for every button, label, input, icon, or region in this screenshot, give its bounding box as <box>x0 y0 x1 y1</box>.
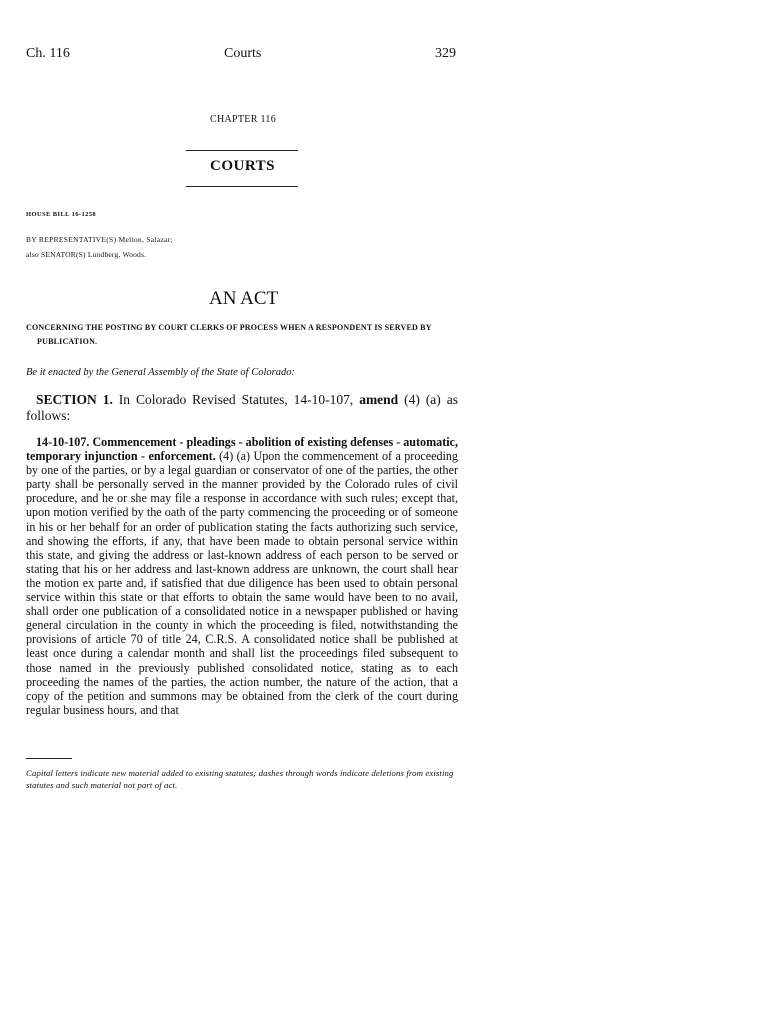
chapter-title: COURTS <box>210 158 275 174</box>
enacting-clause: Be it enacted by the General Assembly of the State of Colorado: <box>26 367 295 378</box>
statute-body: Upon the commencement of a proceeding by one of the parties, or by a legal guardian or conservator of one of the parties, the other party shall be personally served in the manner provided by the Colorado rules of civil procedure, and he or she may file a response in accordance with such rules; except that, upon motion verified by the oath of the party commencing the proceeding or of someone in his or her behalf for an order of publication stating the facts authorizing such service, and showing the efforts, if any, that have been made to obtain personal service within this state, and giving the address or last-known address of each person to be served or stating that his or her address and last-known address are unknown, the court shall hear the motion ex parte and, if satisfied that due diligence has been used to obtain personal service within this state or that efforts to obtain the same would have been to no avail, shall order one publication of a consolidated notice in a newspaper published or having general circulation in the county in which the proceeding is filed, notwithstanding the provisions of article 70 of title 24, C.R.S. A consolidated notice shall be published at least once during a calendar month and shall list the proceedings filed subsequent to those named in the previously published consolidated notice, stating as to each proceeding the names of the parties, the action number, the nature of the action, that a copy of the petition and summons may be obtained from the clerk of the court during regular business hours, and that <box>26 449 458 717</box>
section-1-label: SECTION 1. <box>36 392 113 407</box>
bill-number: HOUSE BILL 16-1258 <box>26 211 97 218</box>
section-1-amend: amend <box>359 392 399 407</box>
title-rule-top <box>186 150 298 151</box>
header-page-number: 329 <box>435 46 456 61</box>
chapter-label: CHAPTER 116 <box>210 114 276 125</box>
title-rule-bottom <box>186 186 298 187</box>
statute-text <box>26 435 458 717</box>
section-1 <box>26 392 458 424</box>
header-chapter: Ch. 116 <box>26 46 70 61</box>
footnote-rule <box>26 758 72 759</box>
sponsor-representatives: BY REPRESENTATIVE(S) Melton, Salazar; <box>26 235 173 244</box>
footnote: Capital letters indicate new material added to existing statutes; dashes through words indicate deletions from existing statutes and such material not part of act. <box>26 768 454 790</box>
concerning-line-2: PUBLICATION. <box>37 337 98 346</box>
header-title: Courts <box>224 46 262 61</box>
sponsor-senators: also SENATOR(S) Lundberg, Woods. <box>26 250 147 259</box>
section-1-text-after: (4) (a) as follows: <box>26 392 458 423</box>
concerning-line-1: CONCERNING THE POSTING BY COURT CLERKS OF PROCESS WHEN A RESPONDENT IS SERVED BY <box>26 323 432 332</box>
statute-heading: 14-10-107. Commencement - pleadings - abolition of existing defenses - automatic, temporary injunction - enforcement. <box>26 435 458 464</box>
statute-subsection: (4) (a) <box>215 449 251 464</box>
act-heading: AN ACT <box>209 288 279 309</box>
section-1-text-before: In Colorado Revised Statutes, 14-10-107, <box>112 392 360 407</box>
concerning-clause <box>26 321 458 349</box>
